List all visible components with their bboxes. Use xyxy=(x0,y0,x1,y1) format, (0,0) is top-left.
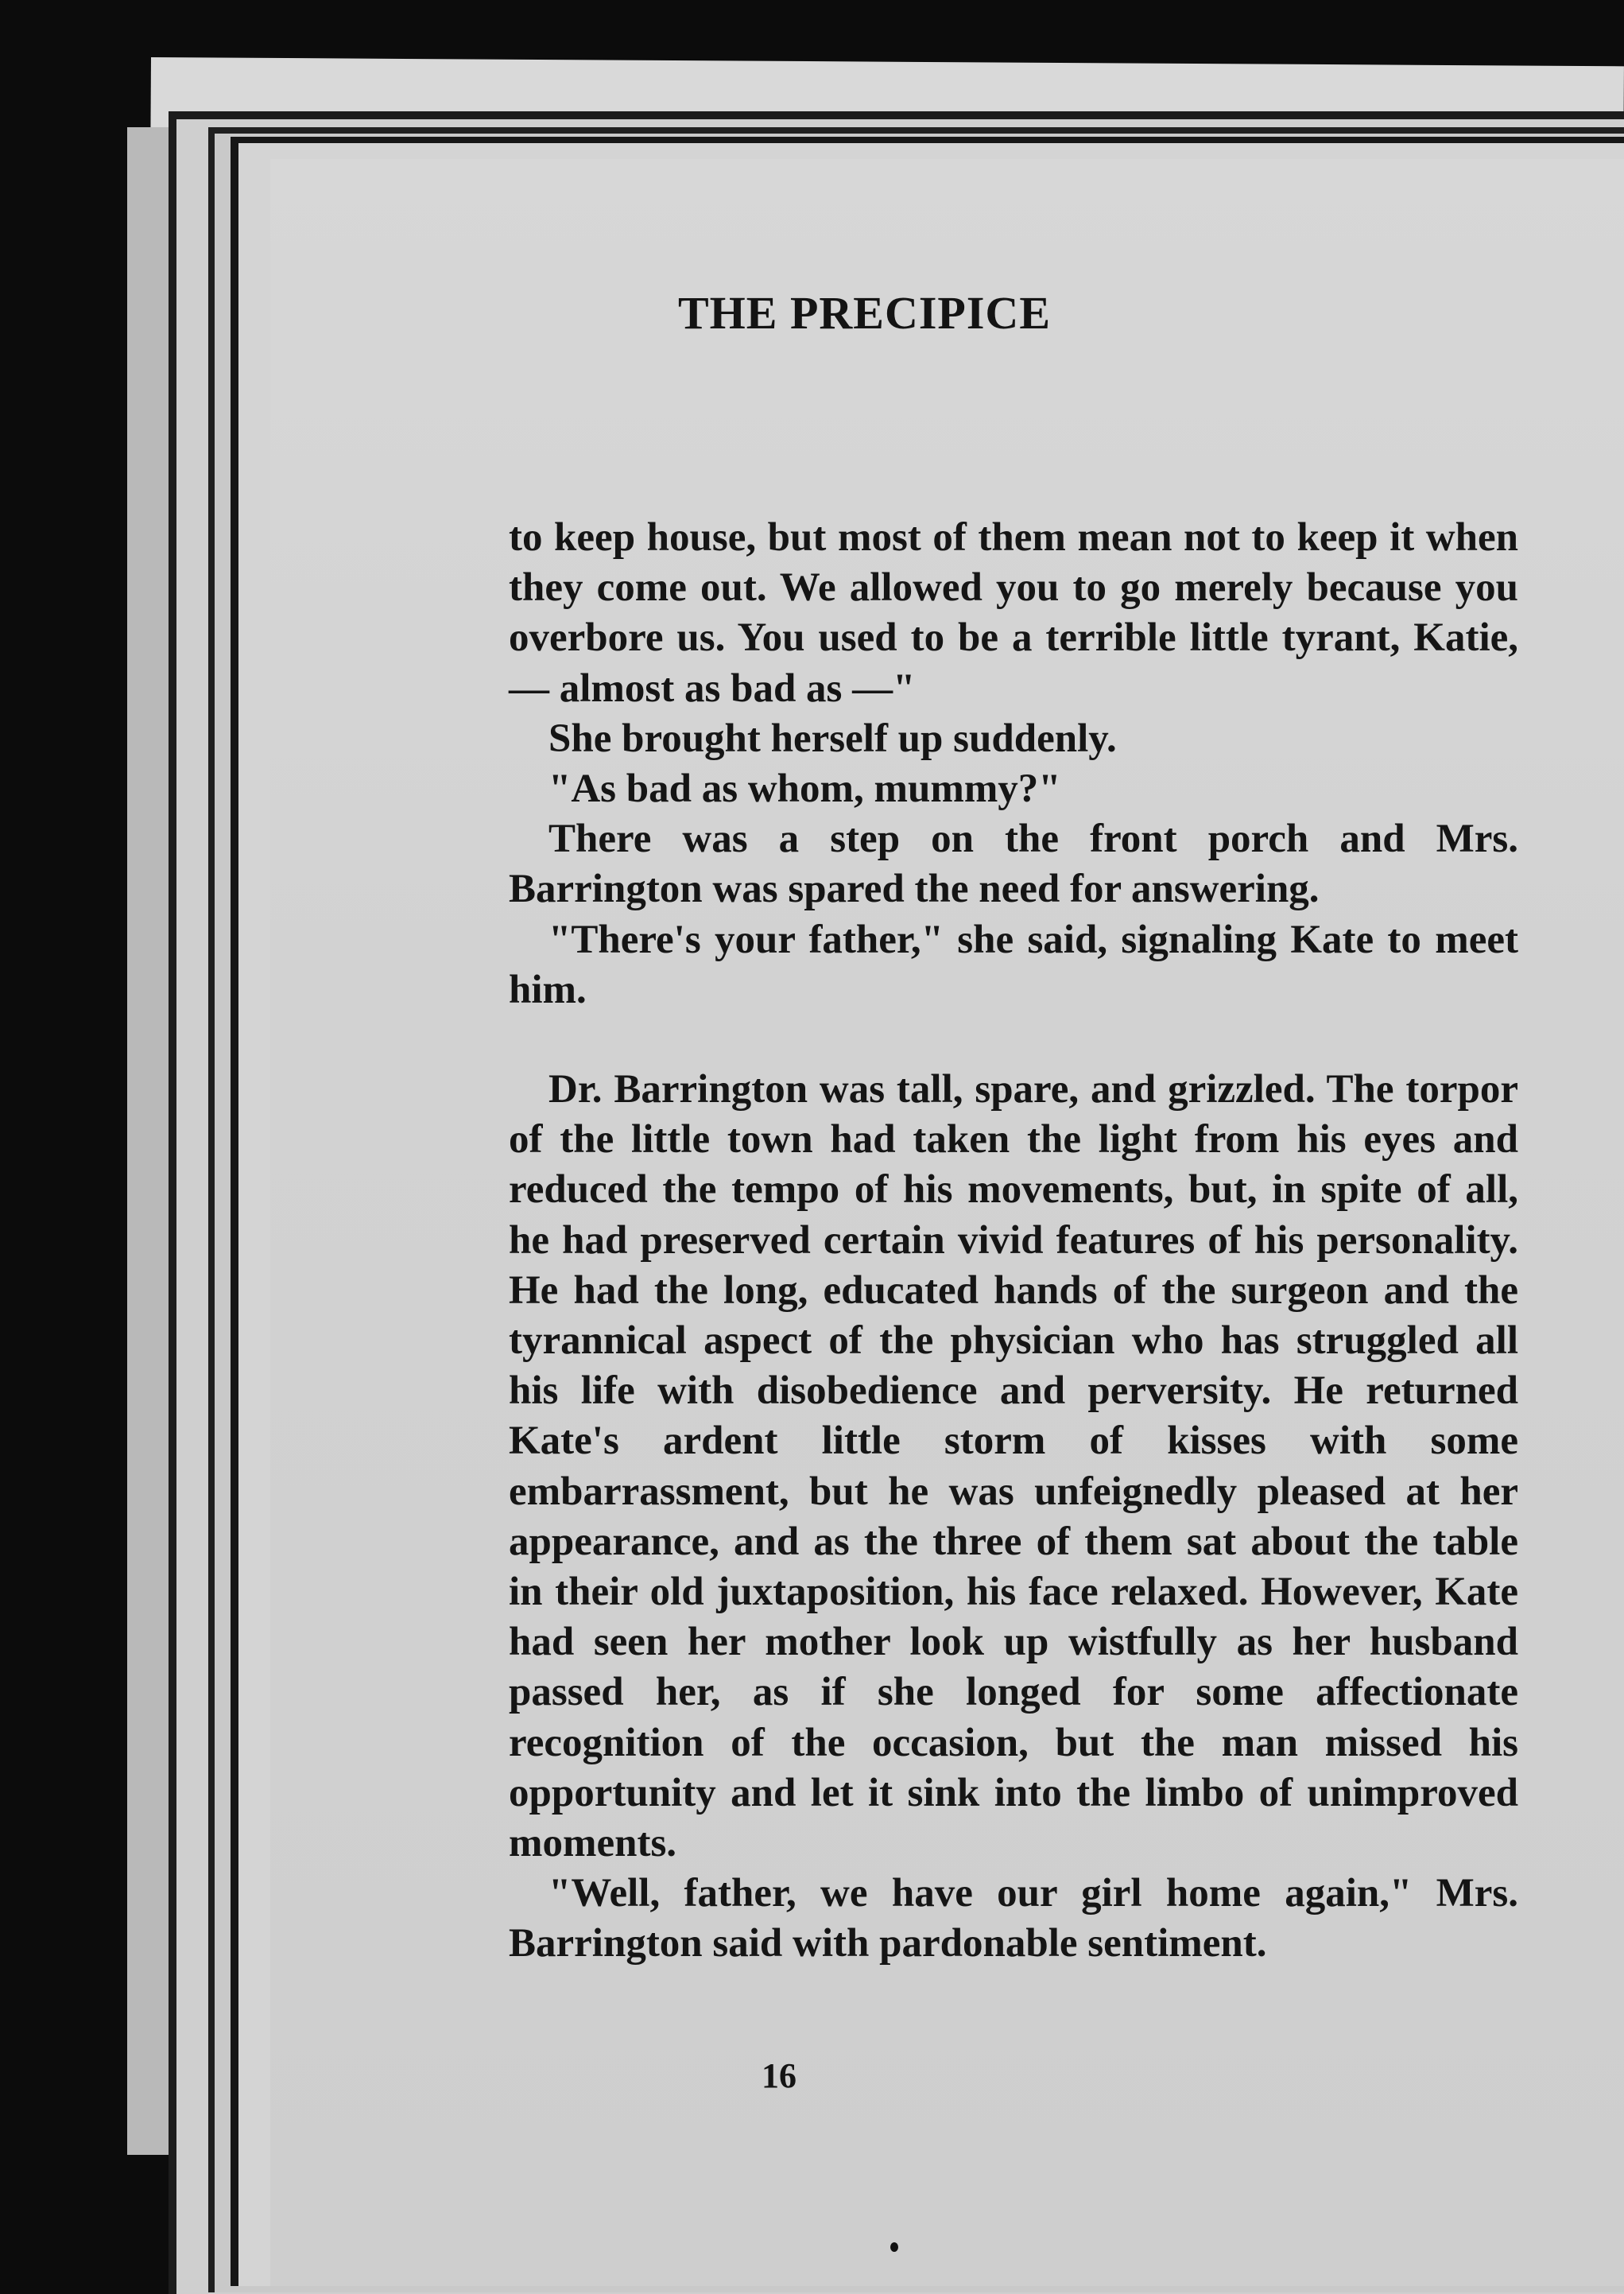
body-text xyxy=(509,513,1518,1970)
paragraph: There was a step on the front porch and Mrs. Barrington was spared the need for answering. xyxy=(509,817,1518,912)
page-number: 16 xyxy=(762,2056,796,2095)
book-page xyxy=(231,137,1624,2286)
paragraph: "As bad as whom, mummy?" xyxy=(548,767,1061,812)
paragraph: She brought herself up suddenly. xyxy=(548,716,1117,761)
ink-speck xyxy=(890,2242,898,2252)
running-head: THE PRECIPICE xyxy=(677,287,1051,339)
page-surface xyxy=(270,159,1624,2286)
paragraph-section-start: Dr. Barrington was tall, spare, and grizzled. The torpor of the little town had taken the light from his eyes and reduced the tempo of his movements, but, in spite of all, he had preserved certain vivid features of his personality. He had the long, educated hands of the surgeon and the tyrannical aspect of the physician who has struggled all his life with disobedience and perversity. He returned Kate's ardent little storm of kisses with some embarrassment, but he was unfeignedly pleased at her appearance, and as the three of them sat about the table in their old juxtaposition, his face relaxed. However, Kate had seen her mother look up wistfully as her husband passed her, as if she longed for some affectionate recognition of the occasion, but the man missed his opportunity and let it sink into the limbo of unimproved moments. xyxy=(509,1067,1518,1866)
paragraph: "Well, father, we have our girl home again," Mrs. Barrington said with pardonable sentiment. xyxy=(509,1871,1518,1966)
paragraph: "There's your father," she said, signaling Kate to meet him. xyxy=(509,917,1518,1012)
paragraph-continued: to keep house, but most of them mean not to keep it when they come out. We allowed you to go merely because you overbore us. You used to be a terrible little tyrant, Katie, — almost as bad as —" xyxy=(509,515,1518,711)
